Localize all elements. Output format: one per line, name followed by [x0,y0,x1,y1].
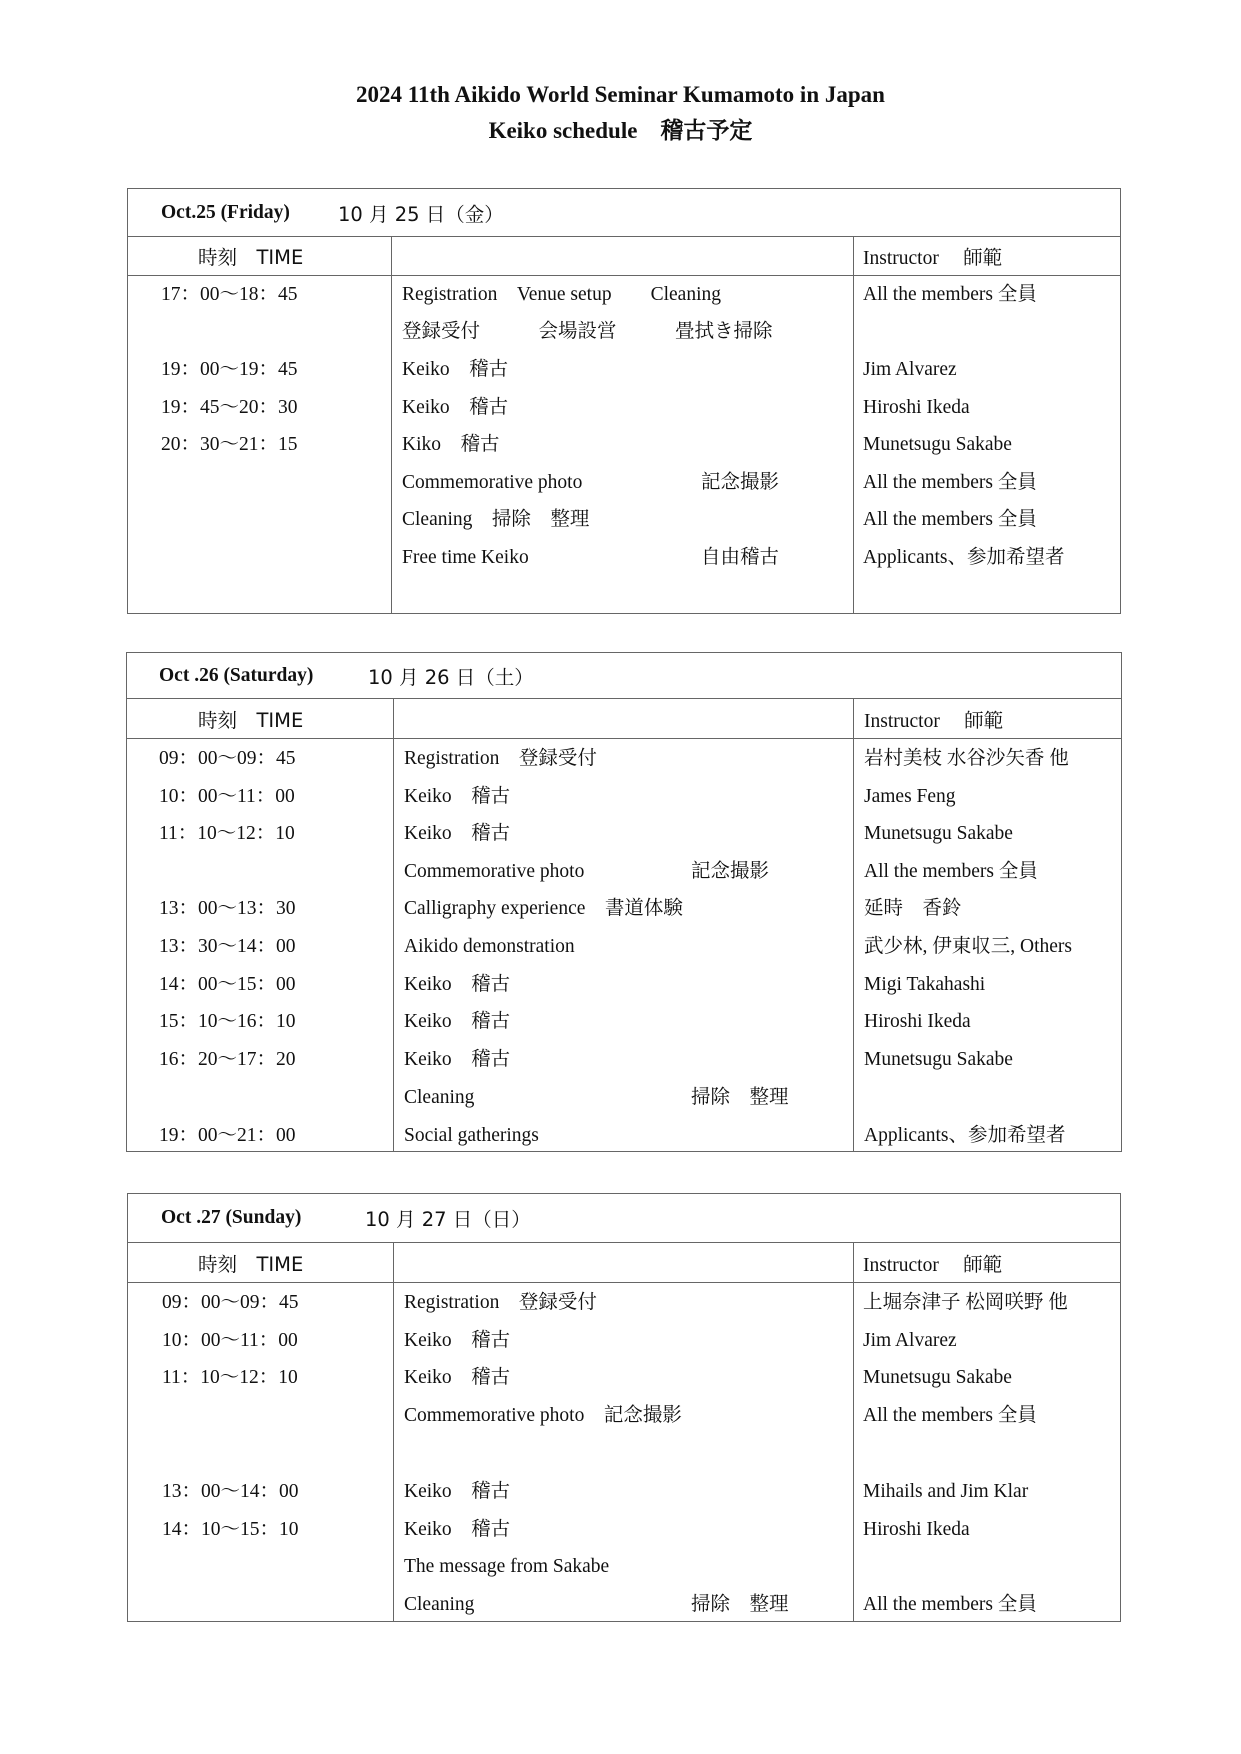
row-instructor: Jim Alvarez [863,359,957,380]
row-activity: Commemorative photo [402,472,583,493]
row-instructor: Applicants、参加希望者 [863,547,1065,568]
row-time: 19：00～19：45 [161,359,298,380]
row-time: 14：10～15：10 [162,1519,299,1540]
column-divider-instructor [853,699,854,1151]
row-instructor: Munetsugu Sakabe [863,434,1012,455]
row-activity: Calligraphy experience 書道体験 [404,898,683,919]
row-time: 19：00～21：00 [159,1125,296,1146]
row-activity: Keiko 稽古 [404,1330,511,1351]
column-divider-time [393,699,394,1151]
row-activity: Keiko 稽古 [404,823,511,844]
row-activity: Keiko 稽古 [404,1367,511,1388]
schedule-table [127,1193,1121,1622]
day-header [127,653,1121,699]
row-instructor: 上堀奈津子 松岡咲野 他 [863,1292,1068,1313]
row-activity: Cleaning [404,1087,475,1108]
row-activity: Keiko 稽古 [404,974,511,995]
row-time: 13：00～14：00 [162,1481,299,1502]
row-time: 17：00～18：45 [161,284,298,305]
column-divider-time [391,237,392,613]
column-divider-time [393,1243,394,1621]
row-activity: 登録受付 会場設営 畳拭き掃除 [402,321,773,342]
day-label: Oct.25 (Friday) [161,201,290,223]
row-activity-jp: 自由稽古 [701,547,780,568]
row-activity: Social gatherings [404,1125,539,1146]
row-instructor: Hiroshi Ikeda [864,1011,971,1032]
row-instructor: Mihails and Jim Klar [863,1481,1029,1502]
time-column-header: 時刻 TIME [198,246,304,269]
column-header-row [128,237,1120,276]
instructor-column-header: Instructor 師範 [864,710,1004,732]
row-activity: Commemorative photo 記念撮影 [404,1405,682,1426]
row-instructor: 延時 香鈴 [864,898,962,919]
row-instructor: Applicants、参加希望者 [864,1125,1066,1146]
row-time: 16：20～17：20 [159,1049,296,1070]
schedule-table [126,652,1122,1152]
row-activity: Kiko 稽古 [402,434,500,455]
row-activity: Keiko 稽古 [402,397,509,418]
row-activity: Registration 登録受付 [404,1292,597,1313]
row-instructor: All the members 全員 [863,472,1037,493]
day-label-jp: 10 月 26 日（土） [368,665,534,689]
document-subtitle: Keiko schedule 稽古予定 [488,118,753,143]
row-instructor: All the members 全員 [863,284,1037,305]
row-time: 20：30～21：15 [161,434,298,455]
row-time: 11：10～12：10 [162,1367,298,1388]
row-activity: Cleaning 掃除 整理 [402,509,590,530]
day-label-jp: 10 月 25 日（金） [338,202,504,226]
row-instructor: Hiroshi Ikeda [863,397,970,418]
row-instructor: 武少林, 伊東収三, Others [864,936,1072,957]
time-column-header: 時刻 TIME [198,708,304,732]
row-instructor: Hiroshi Ikeda [863,1519,970,1540]
row-activity: Keiko 稽古 [404,1519,511,1540]
row-time: 11：10～12：10 [159,823,295,844]
row-instructor: 岩村美枝 水谷沙矢香 他 [864,748,1069,769]
row-instructor: All the members 全員 [863,509,1037,530]
row-time: 09：00～09：45 [159,748,296,769]
day-label-jp: 10 月 27 日（日） [365,1208,531,1231]
row-activity-jp: 記念撮影 [691,861,770,882]
day-header [128,189,1120,237]
row-activity: Free time Keiko [402,547,529,568]
day-header [128,1194,1120,1243]
row-activity: Keiko 稽古 [404,1481,511,1502]
day-label: Oct .27 (Sunday) [161,1207,302,1228]
row-activity-jp: 記念撮影 [701,472,780,493]
row-instructor: Munetsugu Sakabe [864,1049,1013,1070]
row-instructor: All the members 全員 [863,1594,1037,1615]
row-instructor: Migi Takahashi [864,974,986,995]
row-activity: Commemorative photo [404,861,585,882]
row-instructor: All the members 全員 [864,861,1038,882]
row-time: 10：00～11：00 [162,1330,298,1351]
row-activity: Keiko 稽古 [402,359,509,380]
row-time: 15：10～16：10 [159,1011,296,1032]
row-instructor: Munetsugu Sakabe [864,823,1013,844]
row-activity: Registration 登録受付 [404,748,597,769]
row-activity-jp: 掃除 整理 [691,1594,789,1615]
instructor-column-header: Instructor 師範 [863,248,1003,269]
row-activity-jp: 掃除 整理 [691,1087,789,1108]
column-divider-instructor [853,237,854,613]
row-time: 09：00～09：45 [162,1292,299,1313]
document-title: 2024 11th Aikido World Seminar Kumamoto in Japan [356,82,885,107]
row-activity: Aikido demonstration [404,936,575,957]
time-column-header: 時刻 TIME [198,1252,304,1276]
row-time: 10：00～11：00 [159,786,295,807]
row-instructor: All the members 全員 [863,1405,1037,1426]
row-activity: Keiko 稽古 [404,786,511,807]
row-time: 13：30～14：00 [159,936,296,957]
row-time: 13：00～13：30 [159,898,296,919]
column-header-row [128,1243,1120,1283]
instructor-column-header: Instructor 師範 [863,1254,1003,1276]
row-instructor: James Feng [864,786,956,807]
day-label: Oct .26 (Saturday) [159,664,314,686]
row-instructor: Jim Alvarez [863,1330,957,1351]
row-time: 19：45～20：30 [161,397,298,418]
column-header-row [127,699,1121,739]
row-activity: Cleaning [404,1594,475,1615]
row-activity: Keiko 稽古 [404,1011,511,1032]
row-activity: Keiko 稽古 [404,1049,511,1070]
row-instructor: Munetsugu Sakabe [863,1367,1012,1388]
row-activity: The message from Sakabe [404,1556,610,1577]
row-activity: Registration Venue setup Cleaning [402,284,721,305]
row-time: 14：00～15：00 [159,974,296,995]
schedule-table [127,188,1121,614]
column-divider-instructor [853,1243,854,1621]
